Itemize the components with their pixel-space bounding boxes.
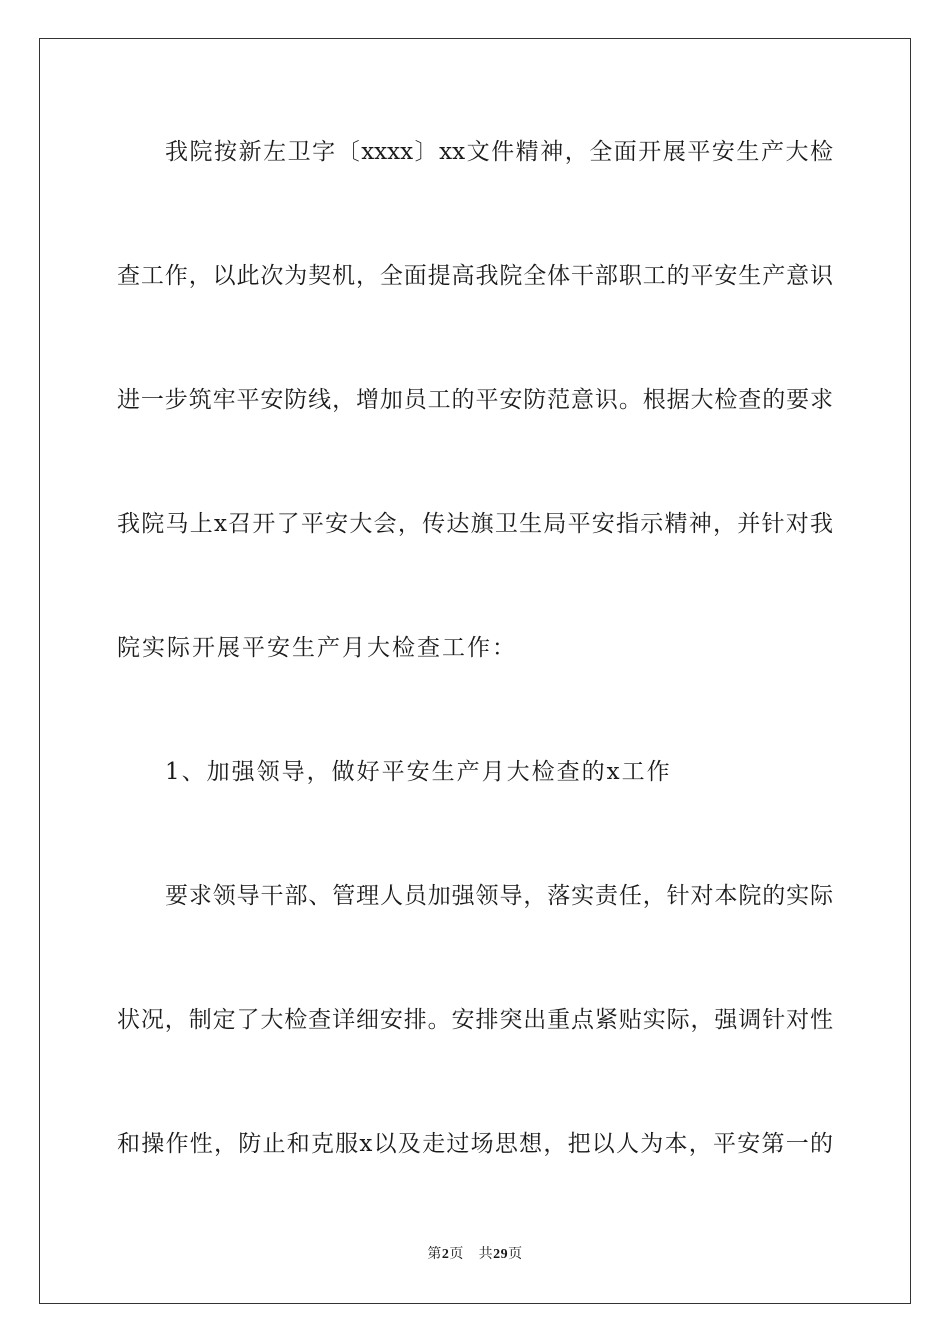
page-footer [0, 1245, 950, 1264]
footer-total-suffix: 页 [508, 1246, 523, 1262]
footer-prefix: 第 [427, 1246, 442, 1262]
paragraph-line-5: 院实际开展平安生产月大检查工作： [117, 635, 517, 661]
paragraph-line-7: 状况，制定了大检查详细安排。安排突出重点紧贴实际，强调针对性 [117, 1007, 833, 1033]
paragraph-line-4: 我院马上x召开了平安大会，传达旗卫生局平安指示精神，并针对我 [117, 511, 833, 537]
footer-total-prefix: 共 [478, 1246, 494, 1262]
current-page-number: 2 [441, 1247, 450, 1262]
total-pages-number: 29 [493, 1247, 509, 1262]
page-frame [39, 38, 911, 1304]
paragraph-line-6: 要求领导干部、管理人员加强领导，落实责任，针对本院的实际 [165, 883, 833, 909]
paragraph-line-3: 进一步筑牢平安防线，增加员工的平安防范意识。根据大检查的要求 [117, 387, 833, 413]
footer-page-suffix: 页 [449, 1246, 464, 1262]
paragraph-line-1: 我院按新左卫字〔xxxx〕xx文件精神，全面开展平安生产大检 [165, 139, 833, 165]
paragraph-line-8: 和操作性，防止和克服x以及走过场思想，把以人为本，平安第一的 [117, 1131, 833, 1157]
section-heading-1: 1、加强领导，做好平安生产月大检查的x工作 [165, 759, 672, 785]
paragraph-line-2: 查工作，以此次为契机，全面提高我院全体干部职工的平安生产意识 [117, 263, 833, 289]
